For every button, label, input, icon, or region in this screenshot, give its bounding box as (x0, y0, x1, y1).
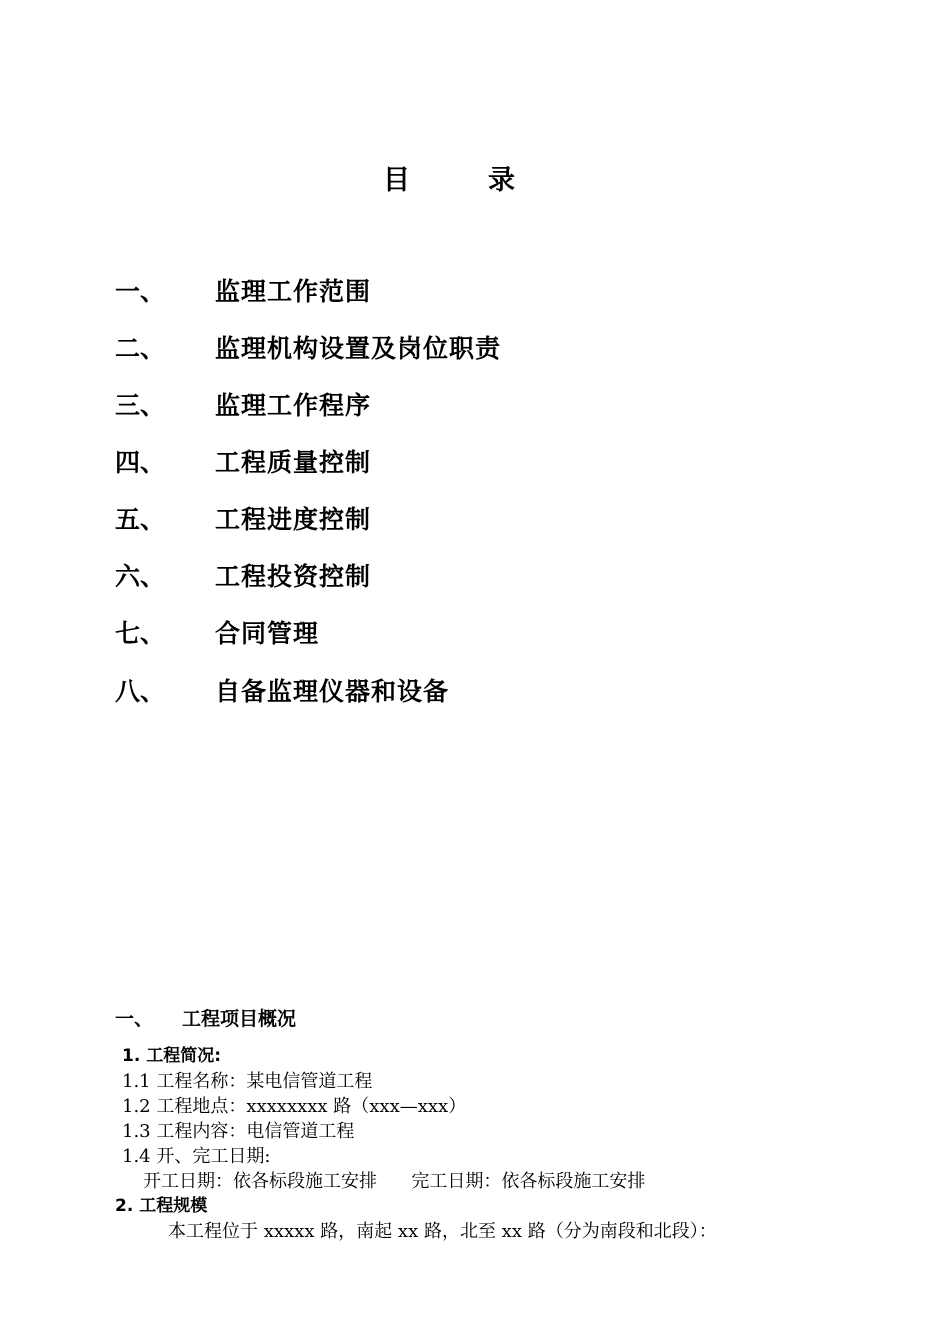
detail-line: 1.4 开、完工日期: (122, 1146, 271, 1167)
section-heading (115, 1005, 296, 1033)
toc-item-text: 监理机构设置及岗位职责 (215, 334, 502, 363)
toc-item (115, 276, 371, 308)
toc-item-text: 自备监理仪器和设备 (215, 677, 450, 706)
section-number: 一、 (115, 1008, 154, 1030)
detail-line: 1.1 工程名称：某电信管道工程 (122, 1071, 373, 1092)
toc-item-text: 工程进度控制 (215, 505, 372, 534)
toc-item-number: 四、 (115, 448, 166, 477)
toc-item (115, 618, 319, 650)
toc-item (115, 333, 501, 365)
toc-item-number: 一、 (115, 277, 166, 306)
detail-line: 开工日期：依各标段施工安排 完工日期：依各标段施工安排 (143, 1171, 646, 1192)
toc-item-number: 二、 (115, 334, 166, 363)
detail-line: 1.2 工程地点：xxxxxxxx 路（xxx—xxx） (122, 1096, 467, 1117)
subsection-title: 2. 工程规模 (115, 1196, 208, 1216)
toc-item (115, 561, 371, 593)
toc-item-number: 五、 (115, 505, 166, 534)
toc-item-number: 八、 (115, 677, 166, 706)
toc-item-text: 监理工作程序 (215, 391, 372, 420)
toc-title (383, 158, 515, 197)
toc-item (115, 676, 449, 708)
toc-item-text: 工程质量控制 (215, 448, 372, 477)
subsection-title: 1. 工程简况: (122, 1046, 222, 1066)
toc-title-char-2: 录 (488, 165, 515, 196)
detail-line: 1.3 工程内容：电信管道工程 (122, 1121, 355, 1142)
toc-item (115, 504, 371, 536)
toc-item-number: 七、 (115, 619, 166, 648)
toc-item-text: 合同管理 (215, 619, 320, 648)
paragraph: 本工程位于 xxxxx 路，南起 xx 路，北至 xx 路（分为南段和北段）： (168, 1221, 717, 1242)
toc-item (115, 390, 371, 422)
toc-title-char-1: 目 (383, 165, 410, 196)
toc-item (115, 447, 371, 479)
toc-item-text: 工程投资控制 (215, 562, 372, 591)
toc-item-number: 六、 (115, 562, 166, 591)
toc-item-number: 三、 (115, 391, 166, 420)
section-title: 工程项目概况 (182, 1008, 297, 1030)
toc-item-text: 监理工作范围 (215, 277, 372, 306)
